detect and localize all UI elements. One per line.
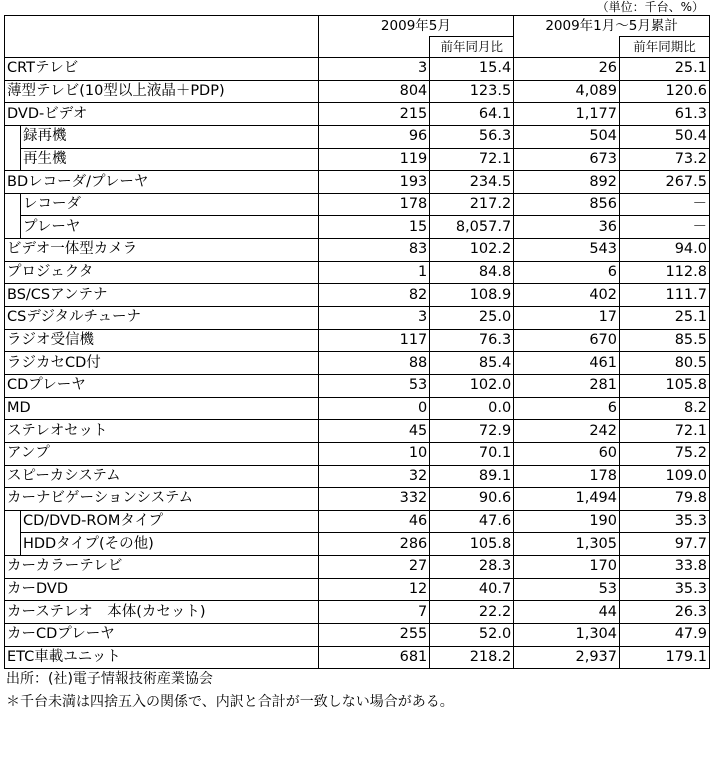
value-cumulative: 670 [514,329,620,352]
value-may-yoy: 56.3 [430,125,514,148]
value-may-yoy: 15.4 [430,58,514,81]
row-label: レコーダ [20,193,318,216]
value-may: 27 [318,556,430,579]
value-cumulative: 461 [514,352,620,375]
value-cumulative: 402 [514,284,620,307]
table-row [5,510,710,533]
table-row [5,624,710,647]
row-label: スピーカシステム [5,465,319,488]
table-row [5,397,710,420]
value-cumulative-yoy: 111.7 [620,284,710,307]
table-row [5,601,710,624]
value-may: 804 [318,80,430,103]
header-may-2009: 2009年5月 [318,16,514,37]
table-row [5,578,710,601]
row-label: プレーヤ [20,216,318,239]
value-may-yoy: 40.7 [430,578,514,601]
rounding-note: ＊千台未満は四捨五入の関係で、内訳と合計が一致しない場合がある。 [6,694,454,710]
unit-note: （単位：千台、%） [596,0,704,14]
value-cumulative-yoy: 85.5 [620,329,710,352]
row-label: アンプ [5,442,319,465]
value-may-yoy: 90.6 [430,488,514,511]
value-may-yoy: 70.1 [430,442,514,465]
value-may-yoy: 47.6 [430,510,514,533]
value-may-yoy: 123.5 [430,80,514,103]
value-may: 3 [318,307,430,330]
value-cumulative: 281 [514,374,620,397]
value-may: 15 [318,216,430,239]
row-label: MD [5,397,319,420]
table-row [5,488,710,511]
value-cumulative: 856 [514,193,620,216]
table-row [5,307,710,330]
value-may: 117 [318,329,430,352]
table-row [5,148,710,171]
table-row [5,58,710,81]
table-row [5,216,710,239]
row-label: CD/DVD-ROMタイプ [20,510,318,533]
value-may-yoy: 84.8 [430,261,514,284]
table-row [5,284,710,307]
row-label: ラジオ受信機 [5,329,319,352]
value-may: 7 [318,601,430,624]
value-cumulative: 170 [514,556,620,579]
row-label: 再生機 [20,148,318,171]
header-jan-may-2009: 2009年1月～5月累計 [514,16,710,37]
row-label: ETC車載ユニット [5,646,319,669]
value-cumulative-yoy: 26.3 [620,601,710,624]
value-may-yoy: 108.9 [430,284,514,307]
value-cumulative-yoy: 50.4 [620,125,710,148]
row-label: CDプレーヤ [5,374,319,397]
value-may: 681 [318,646,430,669]
value-may-yoy: 25.0 [430,307,514,330]
row-label: プロジェクタ [5,261,319,284]
value-cumulative: 53 [514,578,620,601]
header-cum-yoy: 前年同期比 [620,37,710,58]
value-cumulative: 892 [514,171,620,194]
value-may-yoy: 105.8 [430,533,514,556]
row-label: ラジカセCD付 [5,352,319,375]
value-cumulative-yoy: 25.1 [620,307,710,330]
indent-cell [5,510,21,533]
table-row [5,646,710,669]
value-may: 10 [318,442,430,465]
value-cumulative: 178 [514,465,620,488]
table-row [5,556,710,579]
value-may: 3 [318,58,430,81]
value-cumulative-yoy: 61.3 [620,103,710,126]
header-cum-units-blank [514,37,620,58]
value-may-yoy: 89.1 [430,465,514,488]
row-label: ステレオセット [5,420,319,443]
value-cumulative: 504 [514,125,620,148]
row-label: CSデジタルチューナ [5,307,319,330]
row-label: 録再機 [20,125,318,148]
row-label: カーCDプレーヤ [5,624,319,647]
indent-cell [5,533,21,556]
value-may-yoy: 85.4 [430,352,514,375]
table-row [5,239,710,262]
value-may-yoy: 217.2 [430,193,514,216]
table-row [5,125,710,148]
table-row [5,103,710,126]
value-may-yoy: 218.2 [430,646,514,669]
row-label: HDDタイプ(その他) [20,533,318,556]
table-row [5,352,710,375]
value-cumulative-yoy: － [620,216,710,239]
header-row-group [5,16,710,37]
value-may-yoy: 8,057.7 [430,216,514,239]
value-may: 119 [318,148,430,171]
value-cumulative: 1,304 [514,624,620,647]
value-may-yoy: 64.1 [430,103,514,126]
indent-cell [5,125,21,148]
value-may: 332 [318,488,430,511]
value-cumulative-yoy: 72.1 [620,420,710,443]
value-cumulative-yoy: 179.1 [620,646,710,669]
value-cumulative-yoy: 94.0 [620,239,710,262]
value-cumulative: 242 [514,420,620,443]
value-cumulative-yoy: 8.2 [620,397,710,420]
indent-cell [5,216,21,239]
value-may: 12 [318,578,430,601]
source-note: 出所：(社)電子情報技術産業協会 [6,671,213,687]
value-may: 45 [318,420,430,443]
value-may: 1 [318,261,430,284]
table-row [5,465,710,488]
value-cumulative-yoy: 267.5 [620,171,710,194]
value-may: 178 [318,193,430,216]
row-label: BS/CSアンテナ [5,284,319,307]
value-cumulative: 6 [514,397,620,420]
value-cumulative: 543 [514,239,620,262]
value-cumulative-yoy: 109.0 [620,465,710,488]
header-may-units-blank [318,37,430,58]
row-label: ビデオ一体型カメラ [5,239,319,262]
value-may-yoy: 22.2 [430,601,514,624]
value-cumulative: 673 [514,148,620,171]
value-may-yoy: 234.5 [430,171,514,194]
value-may-yoy: 76.3 [430,329,514,352]
header-may-yoy: 前年同月比 [430,37,514,58]
value-cumulative-yoy: 97.7 [620,533,710,556]
row-label: 薄型テレビ(10型以上液晶＋PDP) [5,80,319,103]
value-cumulative: 44 [514,601,620,624]
value-cumulative-yoy: 112.8 [620,261,710,284]
indent-cell [5,148,21,171]
value-cumulative: 6 [514,261,620,284]
row-label: BDレコーダ/プレーヤ [5,171,319,194]
value-cumulative-yoy: 35.3 [620,578,710,601]
value-cumulative: 1,305 [514,533,620,556]
value-cumulative-yoy: 80.5 [620,352,710,375]
table-row [5,329,710,352]
value-may: 255 [318,624,430,647]
indent-cell [5,193,21,216]
value-may: 88 [318,352,430,375]
value-cumulative-yoy: 33.8 [620,556,710,579]
value-may-yoy: 102.2 [430,239,514,262]
value-may: 215 [318,103,430,126]
value-cumulative: 17 [514,307,620,330]
value-cumulative-yoy: 35.3 [620,510,710,533]
table-row [5,261,710,284]
row-label: カーステレオ 本体(カセット) [5,601,319,624]
value-cumulative-yoy: 73.2 [620,148,710,171]
value-cumulative: 26 [514,58,620,81]
value-cumulative-yoy: － [620,193,710,216]
header-blank-cell [5,16,319,58]
value-may: 53 [318,374,430,397]
table-row [5,442,710,465]
value-may-yoy: 72.1 [430,148,514,171]
value-cumulative-yoy: 79.8 [620,488,710,511]
value-may-yoy: 72.9 [430,420,514,443]
value-may: 83 [318,239,430,262]
row-label: カーナビゲーションシステム [5,488,319,511]
value-may-yoy: 28.3 [430,556,514,579]
value-cumulative-yoy: 120.6 [620,80,710,103]
value-cumulative-yoy: 47.9 [620,624,710,647]
table-row [5,533,710,556]
table-row [5,171,710,194]
value-may: 0 [318,397,430,420]
value-may: 286 [318,533,430,556]
value-cumulative: 4,089 [514,80,620,103]
value-may-yoy: 52.0 [430,624,514,647]
value-cumulative: 1,494 [514,488,620,511]
value-cumulative: 2,937 [514,646,620,669]
shipment-table [4,15,710,669]
value-cumulative: 36 [514,216,620,239]
row-label: CRTテレビ [5,58,319,81]
row-label: カーカラーテレビ [5,556,319,579]
value-may: 96 [318,125,430,148]
value-may: 193 [318,171,430,194]
value-may-yoy: 0.0 [430,397,514,420]
value-cumulative-yoy: 105.8 [620,374,710,397]
value-may: 82 [318,284,430,307]
table-row [5,80,710,103]
row-label: DVD-ビデオ [5,103,319,126]
value-cumulative-yoy: 25.1 [620,58,710,81]
value-may: 46 [318,510,430,533]
value-may-yoy: 102.0 [430,374,514,397]
value-cumulative: 190 [514,510,620,533]
value-cumulative: 1,177 [514,103,620,126]
table-row [5,193,710,216]
value-cumulative-yoy: 75.2 [620,442,710,465]
table-row [5,420,710,443]
table-row [5,374,710,397]
row-label: カーDVD [5,578,319,601]
value-may: 32 [318,465,430,488]
value-cumulative: 60 [514,442,620,465]
